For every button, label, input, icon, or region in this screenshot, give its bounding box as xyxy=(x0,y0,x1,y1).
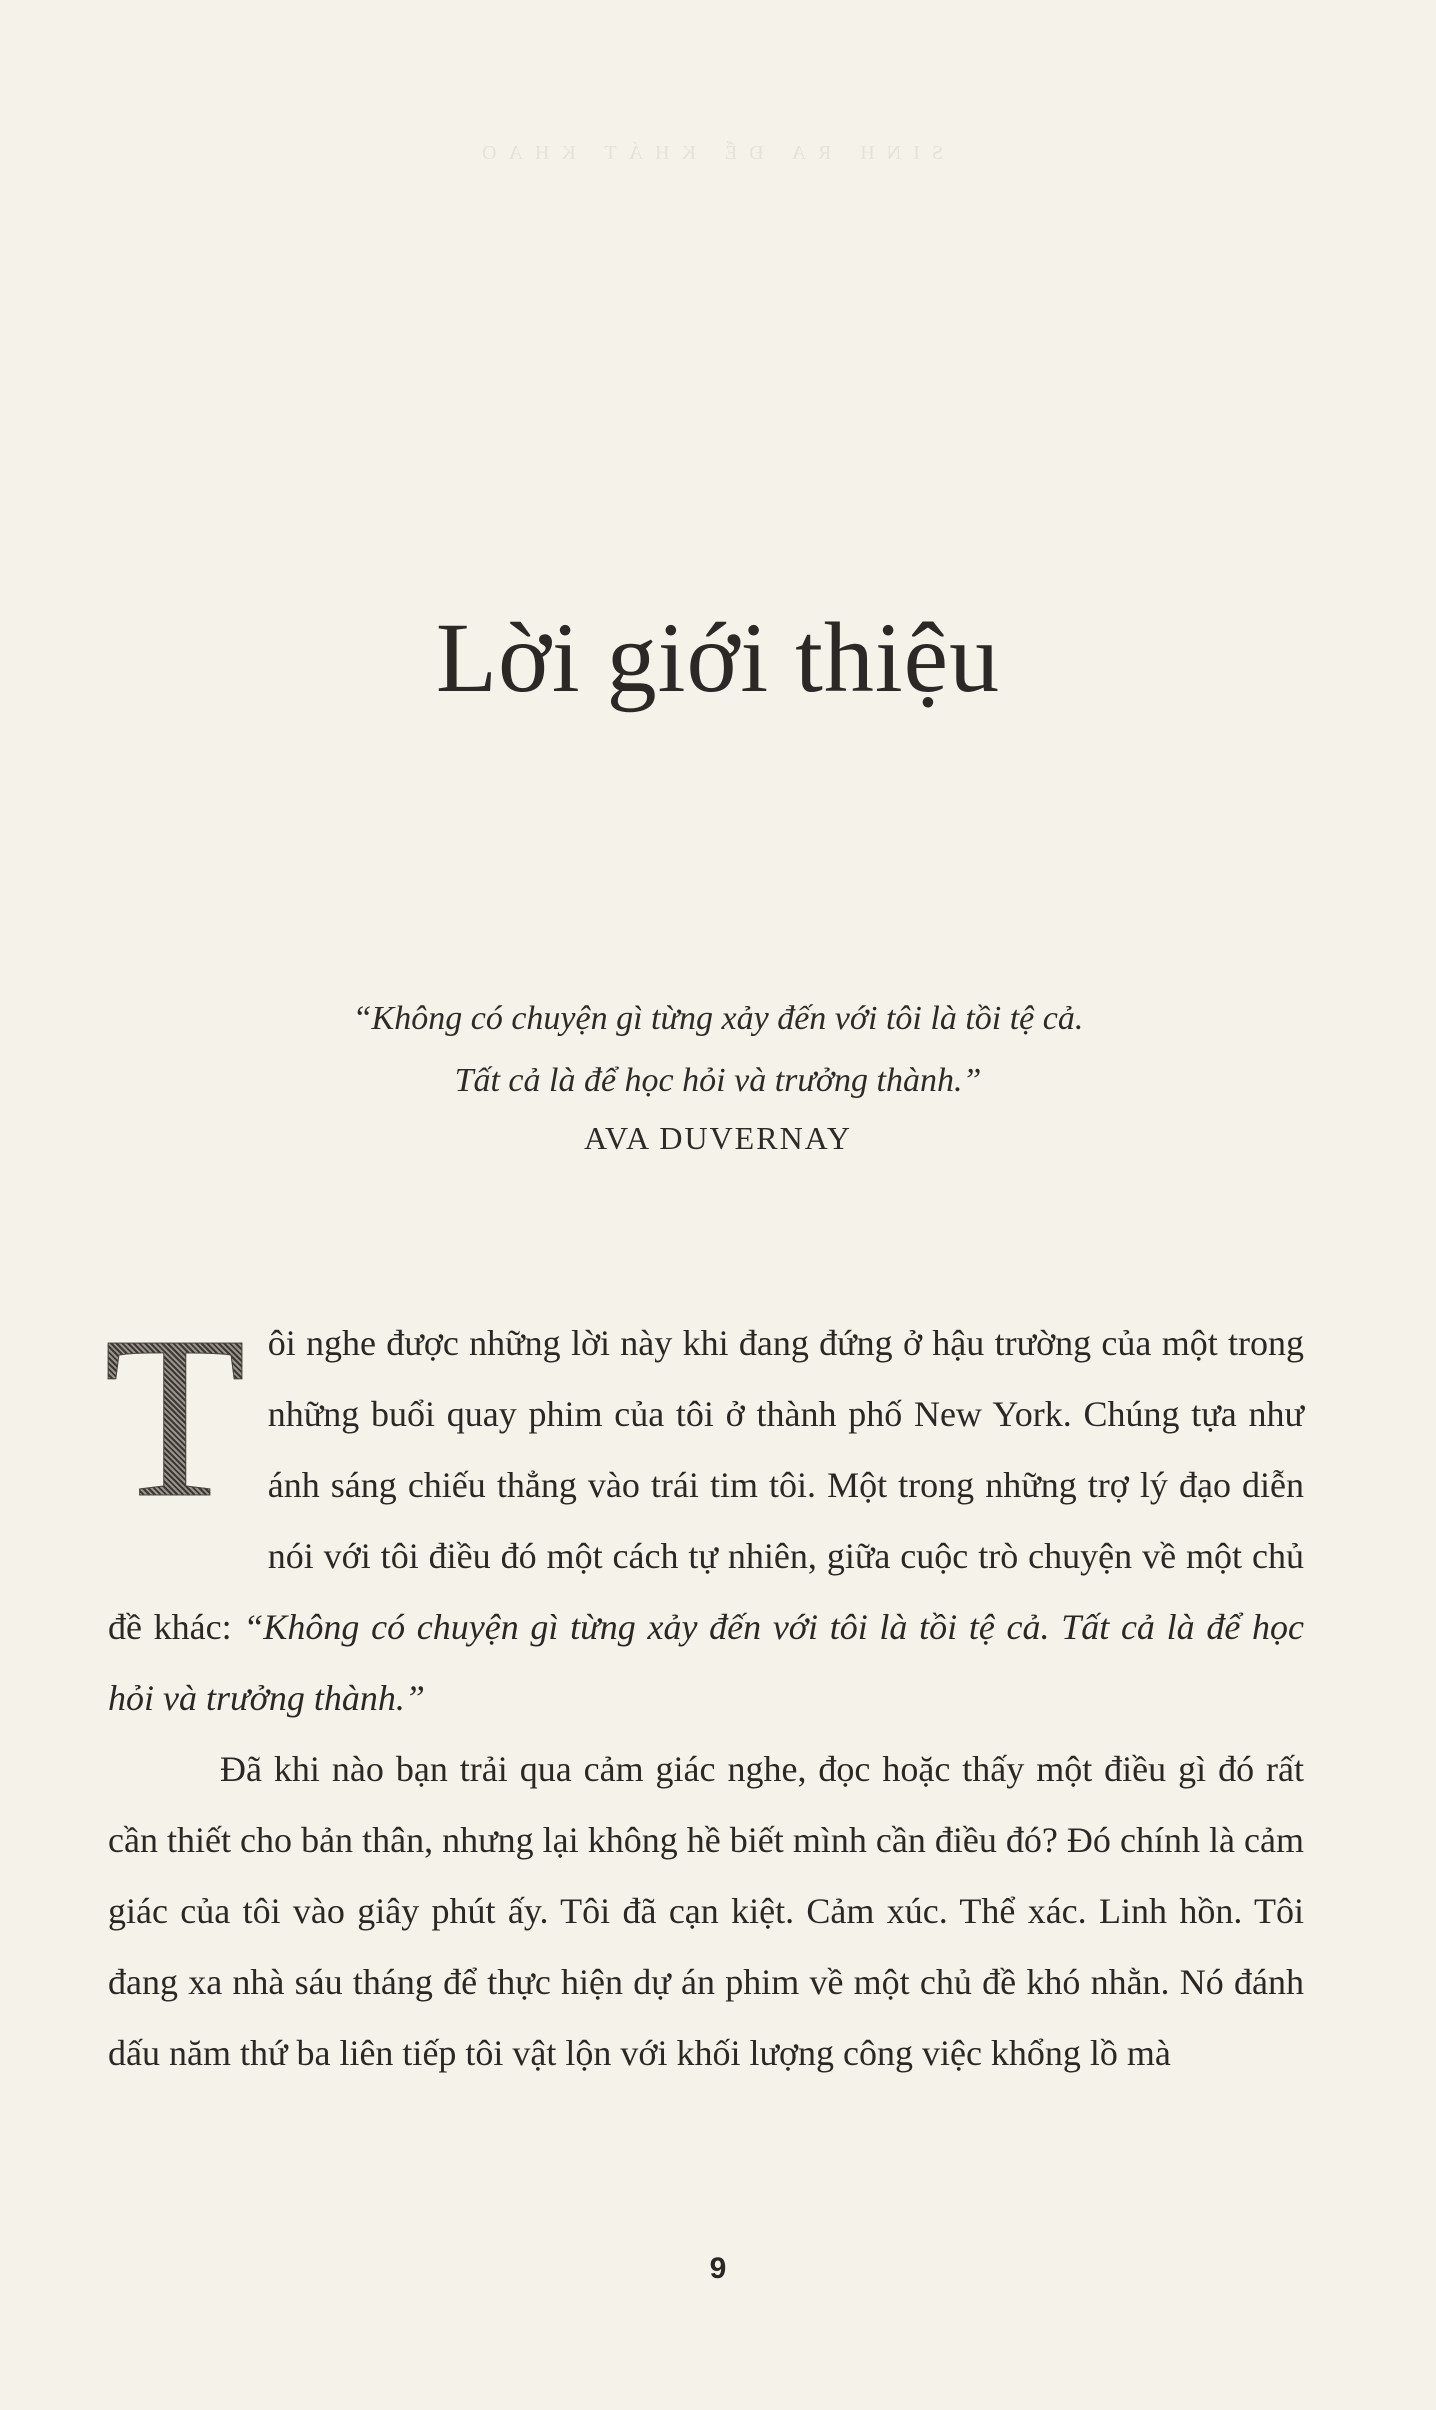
bleed-through-header: SINH RA ĐỂ KHÁT KHAO xyxy=(470,142,943,164)
chapter-title: Lời giới thiệu xyxy=(435,602,1001,713)
paragraph-1-text: ôi nghe được những lời này khi đang đứng ở hậu trường của một trong những buổi quay phim của tôi ở thành phố New York. Chúng tựa như ánh sáng chiếu thẳng vào trái tim tôi. Một trong những trợ lý đạo diễn nói với tôi điều đó một cách tự nhiên, giữa cuộc trò chuyện về một chủ đề khác: xyxy=(108,1323,1304,1647)
paragraph-1 xyxy=(104,1289,1304,1734)
body-text xyxy=(104,1289,1304,2089)
epigraph-line-1: “Không có chuyện gì từng xảy đến với tôi là tồi tệ cả. xyxy=(352,1000,1084,1037)
drop-cap: T xyxy=(104,1289,246,1546)
epigraph-quote xyxy=(0,988,1436,1112)
epigraph-author: AVA DUVERNAY xyxy=(584,1120,852,1156)
paragraph-2: Đã khi nào bạn trải qua cảm giác nghe, đọc hoặc thấy một điều gì đó rất cần thiết cho bản thân, nhưng lại không hề biết mình cần điều đó? Đó chính là cảm giác của tôi vào giây phút ấy. Tôi đã cạn kiệt. Cảm xúc. Thể xác. Linh hồn. Tôi đang xa nhà sáu tháng để thực hiện dự án phim về một chủ đề khó nhằn. Nó đánh dấu năm thứ ba liên tiếp tôi vật lộn với khối lượng công việc khổng lồ mà xyxy=(108,1749,1304,2073)
page-number: 9 xyxy=(709,2252,727,2285)
epigraph-line-2: Tất cả là để học hỏi và trưởng thành.” xyxy=(454,1062,982,1099)
paragraph-1-quote: “Không có chuyện gì từng xảy đến với tôi là tồi tệ cả. Tất cả là để học hỏi và trưởng thành.” xyxy=(108,1607,1304,1718)
